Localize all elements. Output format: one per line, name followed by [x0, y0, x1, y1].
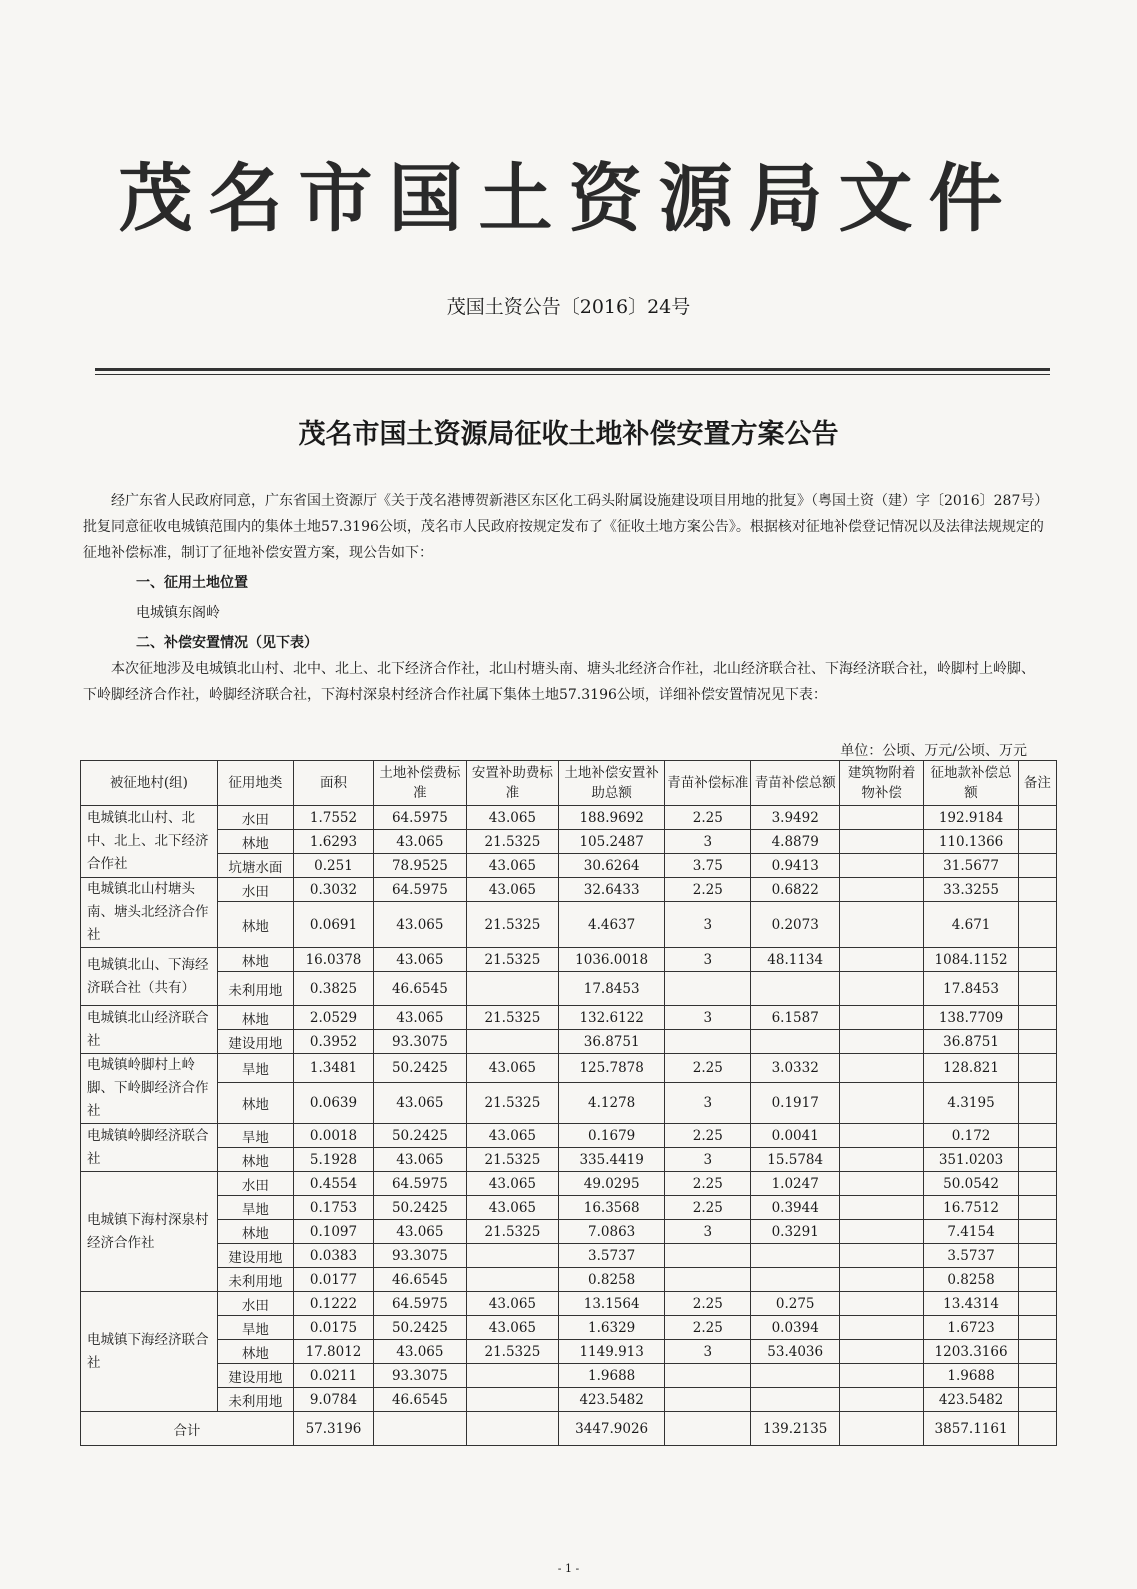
table-cell: 坑塘水面: [217, 854, 293, 878]
table-cell: 0.0177: [293, 1268, 373, 1292]
table-cell: [1018, 806, 1056, 830]
table-cell: 3: [665, 830, 751, 854]
table-cell: [839, 830, 923, 854]
table-cell: [1018, 1412, 1056, 1446]
table-cell: 64.5975: [374, 806, 467, 830]
table-cell: 423.5482: [924, 1388, 1019, 1412]
table-cell: [839, 1292, 923, 1316]
table-cell: [1018, 1340, 1056, 1364]
table-cell: 旱地: [217, 1196, 293, 1220]
table-cell: 0.0175: [293, 1316, 373, 1340]
header-crop-std: 青苗补偿标准: [665, 761, 751, 806]
table-cell: [839, 878, 923, 902]
table-cell: [839, 1244, 923, 1268]
village-cell: 电城镇北山经济联合社: [81, 1006, 218, 1054]
table-cell: 0.0211: [293, 1364, 373, 1388]
table-unit-note: 单位：公顷、万元/公顷、万元: [840, 743, 1027, 759]
table-cell: 3: [665, 902, 751, 948]
intro-paragraph: 经广东省人民政府同意，广东省国土资源厅《关于茂名港博贺新港区东区化工码头附属设施建设项目用地的批复》（粤国土资（建）字〔2016〕287号）批复同意征收电城镇范围内的集体土地57.3196公顷，茂名市人民政府按规定发布了《征收土地方案公告》。根据核对征地补偿登记情况以及法律法规规定的征地补偿标准，制订了征地补偿安置方案，现公告如下：: [83, 493, 1044, 561]
table-cell: 53.4036: [751, 1340, 839, 1364]
document-masthead: 茂名市国土资源局文件: [118, 156, 1019, 242]
table-row: [81, 1340, 1057, 1364]
total-comp: 3447.9026: [559, 1412, 665, 1446]
table-cell: 17.8453: [924, 972, 1019, 1006]
table-cell: [466, 1030, 559, 1054]
compensation-table: [80, 760, 1057, 1446]
table-cell: [466, 972, 559, 1006]
table-cell: 50.2425: [374, 1316, 467, 1340]
header-resettle-std: 安置补助费标准: [466, 761, 559, 806]
table-cell: [665, 1244, 751, 1268]
total-area: 57.3196: [293, 1412, 373, 1446]
total-crop: 139.2135: [751, 1412, 839, 1446]
table-cell: 16.3568: [559, 1196, 665, 1220]
table-cell: 33.3255: [924, 878, 1019, 902]
table-cell: 93.3075: [374, 1030, 467, 1054]
table-cell: [839, 1006, 923, 1030]
table-cell: 2.0529: [293, 1006, 373, 1030]
table-row: [81, 878, 1057, 902]
table-cell: 43.065: [466, 878, 559, 902]
table-cell: [466, 1364, 559, 1388]
table-cell: [665, 1364, 751, 1388]
table-cell: 0.3032: [293, 878, 373, 902]
table-cell: [374, 1412, 467, 1446]
table-cell: [839, 1124, 923, 1148]
table-cell: [665, 1412, 751, 1446]
table-cell: 351.0203: [924, 1148, 1019, 1172]
table-cell: 建设用地: [217, 1030, 293, 1054]
table-cell: [839, 972, 923, 1006]
table-cell: 13.4314: [924, 1292, 1019, 1316]
table-cell: [1018, 1220, 1056, 1244]
table-cell: 水田: [217, 806, 293, 830]
table-cell: [751, 1030, 839, 1054]
table-cell: 0.1917: [751, 1082, 839, 1123]
table-cell: [1018, 830, 1056, 854]
document-number: 茂国土资公告〔2016〕24号: [446, 296, 691, 318]
table-cell: 3.75: [665, 854, 751, 878]
table-row: [81, 806, 1057, 830]
table-cell: 1149.913: [559, 1340, 665, 1364]
table-cell: 水田: [217, 1172, 293, 1196]
table-cell: 36.8751: [924, 1030, 1019, 1054]
table-cell: [839, 1054, 923, 1083]
table-cell: 1.6293: [293, 830, 373, 854]
table-cell: 7.4154: [924, 1220, 1019, 1244]
table-cell: 3.9492: [751, 806, 839, 830]
total-label: 合计: [81, 1412, 294, 1446]
table-cell: 0.9413: [751, 854, 839, 878]
header-divider-thick: [95, 368, 1050, 371]
table-cell: 建设用地: [217, 1364, 293, 1388]
table-cell: 43.065: [374, 1148, 467, 1172]
table-cell: 水田: [217, 1292, 293, 1316]
table-cell: 125.7878: [559, 1054, 665, 1083]
table-cell: 1.0247: [751, 1172, 839, 1196]
table-cell: 43.065: [374, 1340, 467, 1364]
table-header-row: [81, 761, 1057, 806]
table-row: [81, 1172, 1057, 1196]
table-cell: 1.6329: [559, 1316, 665, 1340]
table-cell: 未利用地: [217, 1388, 293, 1412]
table-cell: [1018, 1054, 1056, 1083]
table-cell: [1018, 1172, 1056, 1196]
table-cell: 0.0383: [293, 1244, 373, 1268]
table-cell: 1036.0018: [559, 948, 665, 972]
table-cell: 0.3944: [751, 1196, 839, 1220]
table-row: [81, 1388, 1057, 1412]
table-cell: [466, 1388, 559, 1412]
page-number: - 1 -: [557, 1562, 580, 1575]
table-row: [81, 1006, 1057, 1030]
table-cell: 21.5325: [466, 948, 559, 972]
section2-heading: 二、补偿安置情况（见下表）: [136, 635, 318, 651]
section1-text: 电城镇东阁岭: [136, 605, 220, 621]
table-cell: 林地: [217, 902, 293, 948]
table-cell: 21.5325: [466, 902, 559, 948]
table-cell: 17.8012: [293, 1340, 373, 1364]
table-cell: 林地: [217, 1340, 293, 1364]
table-cell: [1018, 1082, 1056, 1123]
table-cell: [839, 1172, 923, 1196]
table-cell: [466, 1412, 559, 1446]
section1-heading: 一、征用土地位置: [136, 575, 248, 591]
table-cell: 93.3075: [374, 1364, 467, 1388]
table-row: [81, 1124, 1057, 1148]
table-cell: 93.3075: [374, 1244, 467, 1268]
table-cell: 林地: [217, 1082, 293, 1123]
table-cell: [1018, 902, 1056, 948]
table-row: [81, 1268, 1057, 1292]
table-cell: 建设用地: [217, 1244, 293, 1268]
table-row: [81, 1244, 1057, 1268]
table-cell: [466, 1268, 559, 1292]
table-cell: 4.671: [924, 902, 1019, 948]
table-cell: 7.0863: [559, 1220, 665, 1244]
table-row: [81, 1364, 1057, 1388]
table-cell: 43.065: [374, 1220, 467, 1244]
table-cell: 43.065: [466, 1316, 559, 1340]
table-cell: 2.25: [665, 1196, 751, 1220]
header-building-comp: 建筑物附着物补偿: [839, 761, 923, 806]
table-cell: 0.2073: [751, 902, 839, 948]
table-cell: 0.3291: [751, 1220, 839, 1244]
table-cell: 林地: [217, 948, 293, 972]
table-cell: 78.9525: [374, 854, 467, 878]
table-cell: 1.7552: [293, 806, 373, 830]
table-cell: 未利用地: [217, 972, 293, 1006]
table-cell: 43.065: [466, 1292, 559, 1316]
table-cell: [839, 1196, 923, 1220]
table-cell: 4.8879: [751, 830, 839, 854]
table-cell: 132.6122: [559, 1006, 665, 1030]
table-cell: 32.6433: [559, 878, 665, 902]
table-row: [81, 1148, 1057, 1172]
table-cell: [1018, 1364, 1056, 1388]
table-cell: 林地: [217, 1220, 293, 1244]
table-cell: 0.1222: [293, 1292, 373, 1316]
table-row: [81, 1292, 1057, 1316]
table-cell: 21.5325: [466, 830, 559, 854]
table-cell: 3.5737: [924, 1244, 1019, 1268]
table-row: [81, 1316, 1057, 1340]
table-cell: 3: [665, 948, 751, 972]
table-row: [81, 830, 1057, 854]
table-cell: 2.25: [665, 878, 751, 902]
table-cell: 49.0295: [559, 1172, 665, 1196]
table-row: [81, 948, 1057, 972]
table-cell: [839, 902, 923, 948]
table-cell: 21.5325: [466, 1082, 559, 1123]
table-cell: 0.4554: [293, 1172, 373, 1196]
table-cell: [1018, 1030, 1056, 1054]
table-cell: 0.3952: [293, 1030, 373, 1054]
table-cell: 2.25: [665, 1316, 751, 1340]
table-cell: 2.25: [665, 1172, 751, 1196]
village-cell: 电城镇北山村塘头南、塘头北经济合作社: [81, 878, 218, 948]
table-cell: 21.5325: [466, 1220, 559, 1244]
table-cell: 1.6723: [924, 1316, 1019, 1340]
table-cell: 旱地: [217, 1316, 293, 1340]
table-cell: [839, 1268, 923, 1292]
table-cell: 2.25: [665, 806, 751, 830]
table-cell: 3: [665, 1148, 751, 1172]
table-cell: 5.1928: [293, 1148, 373, 1172]
table-cell: 6.1587: [751, 1006, 839, 1030]
table-cell: 水田: [217, 878, 293, 902]
table-cell: [1018, 1196, 1056, 1220]
table-cell: 50.0542: [924, 1172, 1019, 1196]
table-cell: [751, 1388, 839, 1412]
table-cell: 48.1134: [751, 948, 839, 972]
table-cell: 2.25: [665, 1054, 751, 1083]
table-cell: 43.065: [466, 854, 559, 878]
table-cell: 0.275: [751, 1292, 839, 1316]
village-cell: 电城镇北山、下海经济联合社（共有）: [81, 948, 218, 1006]
table-cell: [665, 972, 751, 1006]
table-cell: 3: [665, 1220, 751, 1244]
table-cell: 0.3825: [293, 972, 373, 1006]
header-village: 被征地村(组): [81, 761, 218, 806]
table-cell: 旱地: [217, 1124, 293, 1148]
table-cell: 1203.3166: [924, 1340, 1019, 1364]
table-cell: [751, 1268, 839, 1292]
table-cell: 2.25: [665, 1292, 751, 1316]
table-cell: [1018, 854, 1056, 878]
table-cell: 188.9692: [559, 806, 665, 830]
table-cell: [839, 1082, 923, 1123]
header-grand-total: 征地款补偿总额: [924, 761, 1019, 806]
table-body: [81, 806, 1057, 1446]
table-cell: [839, 1220, 923, 1244]
table-cell: 0.1679: [559, 1124, 665, 1148]
table-cell: 43.065: [466, 1196, 559, 1220]
table-cell: [665, 1388, 751, 1412]
table-cell: 3.0332: [751, 1054, 839, 1083]
table-cell: [751, 1244, 839, 1268]
village-cell: 电城镇北山村、北中、北上、北下经济合作社: [81, 806, 218, 878]
header-comp-total: 土地补偿安置补助总额: [559, 761, 665, 806]
table-cell: [839, 1316, 923, 1340]
table-cell: [1018, 1124, 1056, 1148]
village-cell: 电城镇岭脚村上岭脚、下岭脚经济合作社: [81, 1054, 218, 1124]
village-cell: 电城镇下海村深泉村经济合作社: [81, 1172, 218, 1292]
notice-body: [83, 488, 1048, 708]
table-cell: [1018, 1148, 1056, 1172]
table-cell: 43.065: [466, 1172, 559, 1196]
table-cell: 43.065: [466, 806, 559, 830]
table-cell: [1018, 1244, 1056, 1268]
table-cell: 64.5975: [374, 1172, 467, 1196]
table-cell: [1018, 972, 1056, 1006]
table-cell: 21.5325: [466, 1006, 559, 1030]
total-grand: 3857.1161: [924, 1412, 1019, 1446]
table-cell: 0.1753: [293, 1196, 373, 1220]
table-cell: 192.9184: [924, 806, 1019, 830]
table-row: [81, 1054, 1057, 1083]
table-cell: 21.5325: [466, 1340, 559, 1364]
table-cell: 43.065: [374, 948, 467, 972]
header-remarks: 备注: [1018, 761, 1056, 806]
header-divider-thin: [95, 374, 1050, 375]
table-cell: 16.0378: [293, 948, 373, 972]
table-cell: 4.1278: [559, 1082, 665, 1123]
table-row: [81, 854, 1057, 878]
table-cell: 0.0639: [293, 1082, 373, 1123]
table-cell: [839, 1364, 923, 1388]
table-cell: [1018, 1292, 1056, 1316]
header-land-type: 征用地类: [217, 761, 293, 806]
table-cell: 0.172: [924, 1124, 1019, 1148]
header-land-comp-std: 土地补偿费标准: [374, 761, 467, 806]
table-cell: [839, 1340, 923, 1364]
table-cell: [751, 1364, 839, 1388]
total-row: [81, 1412, 1057, 1446]
table-cell: 0.0691: [293, 902, 373, 948]
table-row: [81, 1220, 1057, 1244]
table-cell: [839, 854, 923, 878]
table-cell: 43.065: [374, 902, 467, 948]
table-cell: 1.9688: [559, 1364, 665, 1388]
table-cell: 43.065: [466, 1124, 559, 1148]
table-cell: 3: [665, 1082, 751, 1123]
table-cell: 13.1564: [559, 1292, 665, 1316]
table-cell: 423.5482: [559, 1388, 665, 1412]
table-cell: [839, 1412, 923, 1446]
table-cell: 17.8453: [559, 972, 665, 1006]
table-cell: [1018, 1316, 1056, 1340]
table-cell: [1018, 878, 1056, 902]
table-cell: 0.251: [293, 854, 373, 878]
table-cell: 64.5975: [374, 878, 467, 902]
table-cell: 2.25: [665, 1124, 751, 1148]
table-cell: 4.3195: [924, 1082, 1019, 1123]
table-cell: 4.4637: [559, 902, 665, 948]
table-cell: 138.7709: [924, 1006, 1019, 1030]
table-cell: 36.8751: [559, 1030, 665, 1054]
table-cell: 3.5737: [559, 1244, 665, 1268]
table-cell: [1018, 948, 1056, 972]
table-cell: [751, 972, 839, 1006]
table-cell: 1.9688: [924, 1364, 1019, 1388]
table-cell: 16.7512: [924, 1196, 1019, 1220]
table-cell: 43.065: [374, 830, 467, 854]
table-row: [81, 1030, 1057, 1054]
table-cell: [839, 1148, 923, 1172]
table-cell: 64.5975: [374, 1292, 467, 1316]
table-cell: 0.0018: [293, 1124, 373, 1148]
table-cell: 0.8258: [924, 1268, 1019, 1292]
table-cell: 43.065: [466, 1054, 559, 1083]
table-cell: 46.6545: [374, 1388, 467, 1412]
table-cell: 林地: [217, 1148, 293, 1172]
village-cell: 电城镇下海经济联合社: [81, 1292, 218, 1412]
table-row: [81, 902, 1057, 948]
table-cell: 0.6822: [751, 878, 839, 902]
table-cell: [466, 1244, 559, 1268]
table-cell: 21.5325: [466, 1148, 559, 1172]
table-cell: 3: [665, 1006, 751, 1030]
table-cell: [1018, 1268, 1056, 1292]
table-cell: 林地: [217, 1006, 293, 1030]
table-cell: 110.1366: [924, 830, 1019, 854]
table-row: [81, 1082, 1057, 1123]
table-cell: [839, 806, 923, 830]
table-cell: 未利用地: [217, 1268, 293, 1292]
section2-text: 本次征地涉及电城镇北山村、北中、北上、北下经济合作社，北山村塘头南、塘头北经济合作社，北山经济联合社、下海经济联合社，岭脚村上岭脚、下岭脚经济合作社，岭脚经济联合社，下海村深泉村经济合作社属下集体土地57.3196公顷，详细补偿安置情况见下表：: [83, 661, 1035, 703]
table-cell: [665, 1268, 751, 1292]
table-cell: 43.065: [374, 1082, 467, 1123]
table-cell: [839, 1388, 923, 1412]
table-cell: 15.5784: [751, 1148, 839, 1172]
table-cell: 30.6264: [559, 854, 665, 878]
table-cell: 46.6545: [374, 1268, 467, 1292]
header-crop-total: 青苗补偿总额: [751, 761, 839, 806]
table-row: [81, 1196, 1057, 1220]
table-cell: 50.2425: [374, 1124, 467, 1148]
table-cell: [839, 948, 923, 972]
table-cell: 50.2425: [374, 1196, 467, 1220]
table-cell: 128.821: [924, 1054, 1019, 1083]
table-cell: 1084.1152: [924, 948, 1019, 972]
notice-title: 茂名市国土资源局征收土地补偿安置方案公告: [298, 419, 839, 450]
table-cell: 335.4419: [559, 1148, 665, 1172]
table-cell: 林地: [217, 830, 293, 854]
table-cell: 0.0041: [751, 1124, 839, 1148]
table-cell: 105.2487: [559, 830, 665, 854]
table-cell: 旱地: [217, 1054, 293, 1083]
table-cell: 9.0784: [293, 1388, 373, 1412]
table-cell: 0.0394: [751, 1316, 839, 1340]
table-cell: [1018, 1006, 1056, 1030]
village-cell: 电城镇岭脚经济联合社: [81, 1124, 218, 1172]
table-cell: 50.2425: [374, 1054, 467, 1083]
table-cell: 3: [665, 1340, 751, 1364]
table-cell: [839, 1030, 923, 1054]
table-cell: 31.5677: [924, 854, 1019, 878]
table-row: [81, 972, 1057, 1006]
header-area: 面积: [293, 761, 373, 806]
table-cell: 46.6545: [374, 972, 467, 1006]
table-cell: [1018, 1388, 1056, 1412]
table-cell: 1.3481: [293, 1054, 373, 1083]
table-cell: 0.8258: [559, 1268, 665, 1292]
table-cell: 0.1097: [293, 1220, 373, 1244]
table-cell: 43.065: [374, 1006, 467, 1030]
table-cell: [665, 1030, 751, 1054]
